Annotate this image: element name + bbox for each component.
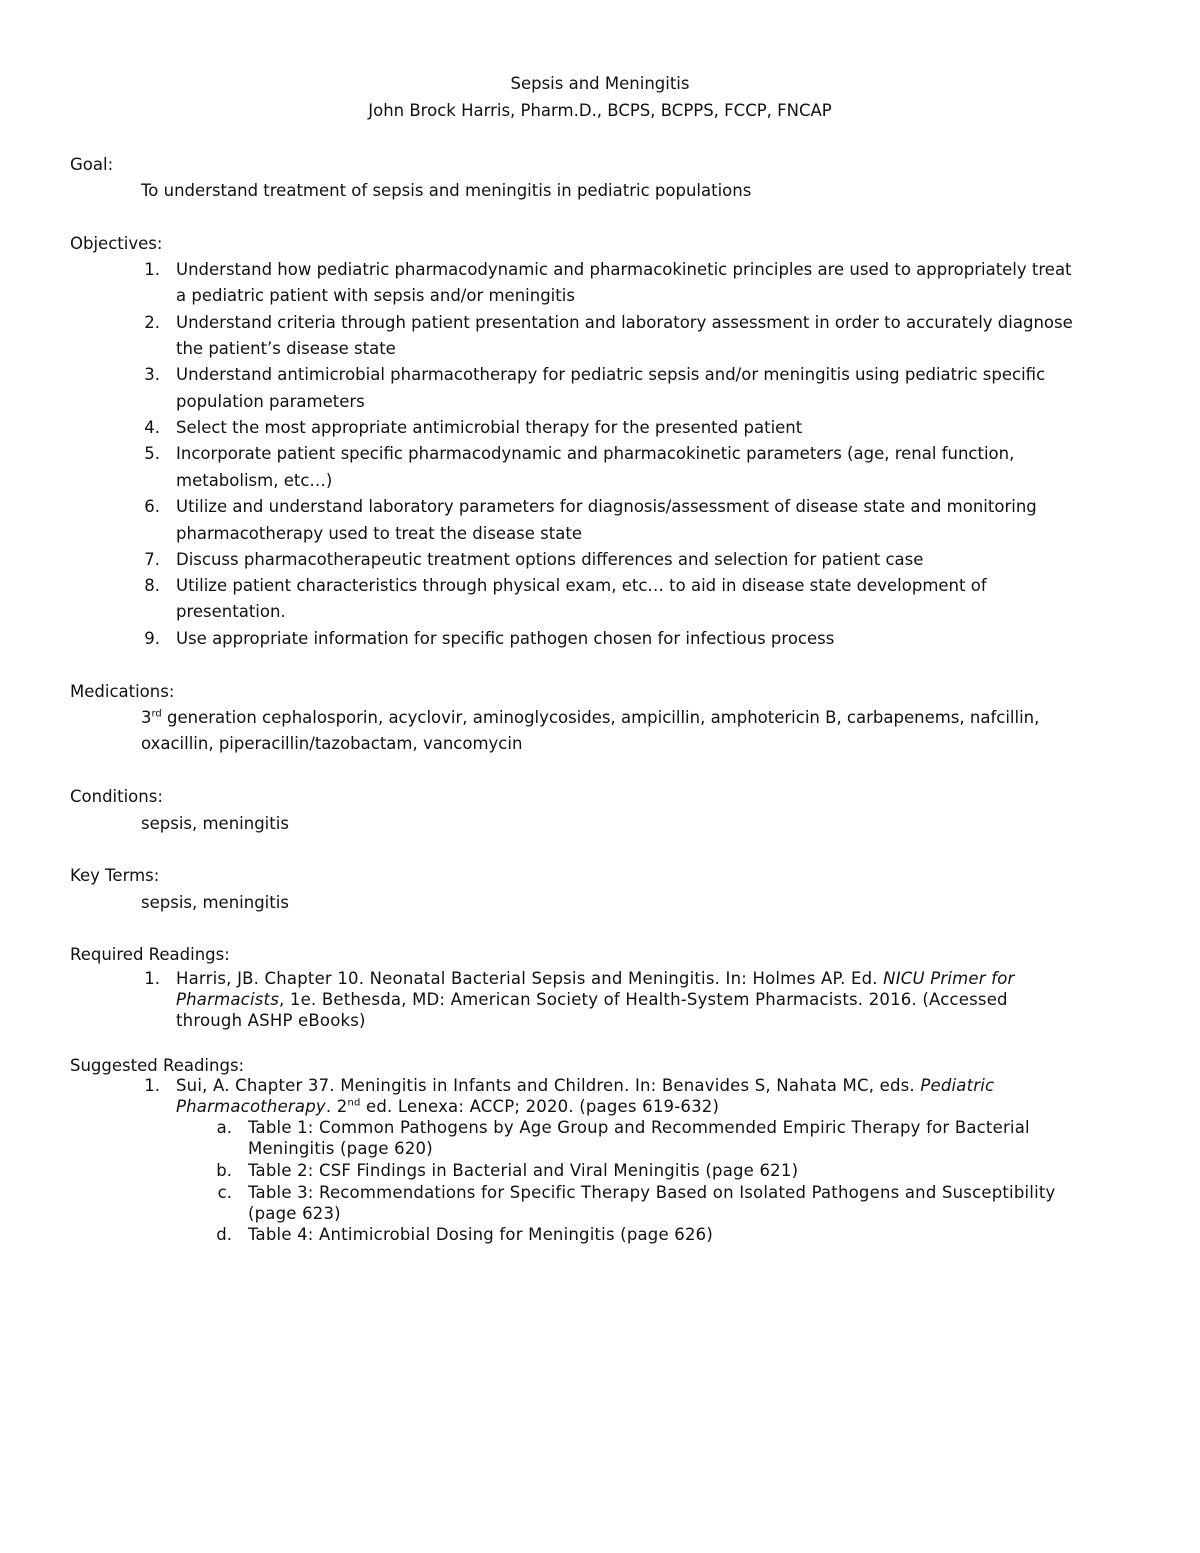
list-item-continuation: presentation. — [176, 602, 286, 621]
sublist-item-continuation: Meningitis (page 620) — [248, 1139, 433, 1158]
sublist-item-letter: a. — [216, 1118, 232, 1137]
list-item: Discuss pharmacotherapeutic treatment options differences and selection for patient case — [176, 550, 924, 569]
ordinal-suffix: nd — [347, 1097, 361, 1109]
medications-heading: Medications: — [70, 682, 175, 701]
list-item: Utilize patient characteristics through physical exam, etc… to aid in disease state development of — [176, 576, 987, 595]
list-item-number: 9. — [144, 629, 160, 648]
sublist-item: Table 2: CSF Findings in Bacterial and Viral Meningitis (page 621) — [248, 1161, 799, 1180]
list-item: Understand how pediatric pharmacodynamic and pharmacokinetic principles are used to appropriately treat — [176, 260, 1072, 279]
goal-heading: Goal: — [70, 155, 114, 174]
document-title: Sepsis and Meningitis — [510, 74, 690, 93]
reference-citation-continuation: through ASHP eBooks) — [176, 1011, 366, 1030]
list-item-continuation: metabolism, etc…) — [176, 471, 333, 490]
list-item-number: 8. — [144, 576, 160, 595]
list-item-number: 7. — [144, 550, 160, 569]
objectives-heading: Objectives: — [70, 234, 163, 253]
list-item-number: 5. — [144, 444, 160, 463]
key-terms-text: sepsis, meningitis — [141, 893, 289, 912]
sublist-item-continuation: (page 623) — [248, 1204, 341, 1223]
list-item-continuation: population parameters — [176, 392, 365, 411]
goal-text: To understand treatment of sepsis and meningitis in pediatric populations — [141, 181, 752, 200]
list-item-number: 1. — [144, 260, 160, 279]
conditions-heading: Conditions: — [70, 787, 163, 806]
sublist-item: Table 3: Recommendations for Specific Therapy Based on Isolated Pathogens and Susceptibility — [248, 1183, 1056, 1202]
reference-citation-continuation: Pharmacotherapy. 2nd ed. Lenexa: ACCP; 2020. (pages 619-632) — [176, 1097, 720, 1116]
list-item-number: 2. — [144, 313, 160, 332]
list-item-continuation: a pediatric patient with sepsis and/or meningitis — [176, 286, 575, 305]
medications-text: 3rd generation cephalosporin, acyclovir, aminoglycosides, ampicillin, amphotericin B, carbapenems, nafcillin, — [141, 708, 1040, 727]
sublist-item-letter: d. — [216, 1225, 232, 1244]
reference-citation-continuation: Pharmacists, 1e. Bethesda, MD: American Society of Health-System Pharmacists. 2016. (Accessed — [176, 990, 1008, 1009]
list-item-number: 6. — [144, 497, 160, 516]
sublist-item-letter: b. — [216, 1161, 232, 1180]
list-item: Incorporate patient specific pharmacodynamic and pharmacokinetic parameters (age, renal function, — [176, 444, 1015, 463]
list-item: Utilize and understand laboratory parameters for diagnosis/assessment of disease state and monitoring — [176, 497, 1037, 516]
list-item-number: 4. — [144, 418, 160, 437]
list-item-continuation: the patient’s disease state — [176, 339, 396, 358]
reference-citation: Harris, JB. Chapter 10. Neonatal Bacterial Sepsis and Meningitis. In: Holmes AP. Ed. NICU Primer for — [176, 969, 1015, 988]
list-item-number: 3. — [144, 365, 160, 384]
required-readings-heading: Required Readings: — [70, 945, 230, 964]
list-item-number: 1. — [144, 1076, 160, 1095]
suggested-readings-heading: Suggested Readings: — [70, 1056, 245, 1075]
list-item: Use appropriate information for specific pathogen chosen for infectious process — [176, 629, 835, 648]
list-item: Understand criteria through patient presentation and laboratory assessment in order to accurately diagnose — [176, 313, 1073, 332]
list-item-number: 1. — [144, 969, 160, 988]
key-terms-heading: Key Terms: — [70, 866, 160, 885]
sublist-item: Table 4: Antimicrobial Dosing for Meningitis (page 626) — [248, 1225, 714, 1244]
list-item: Select the most appropriate antimicrobial therapy for the presented patient — [176, 418, 803, 437]
list-item-continuation: pharmacotherapy used to treat the disease state — [176, 524, 582, 543]
reference-citation: Sui, A. Chapter 37. Meningitis in Infants and Children. In: Benavides S, Nahata MC, eds. Pediatric — [176, 1076, 995, 1095]
document-author: John Brock Harris, Pharm.D., BCPS, BCPPS, FCCP, FNCAP — [368, 101, 832, 120]
conditions-text: sepsis, meningitis — [141, 814, 289, 833]
ordinal-suffix: rd — [151, 708, 162, 720]
medications-text-continuation: oxacillin, piperacillin/tazobactam, vancomycin — [141, 734, 523, 753]
sublist-item-letter: c. — [217, 1183, 232, 1202]
sublist-item: Table 1: Common Pathogens by Age Group and Recommended Empiric Therapy for Bacterial — [248, 1118, 1030, 1137]
list-item: Understand antimicrobial pharmacotherapy for pediatric sepsis and/or meningitis using pediatric specific — [176, 365, 1046, 384]
